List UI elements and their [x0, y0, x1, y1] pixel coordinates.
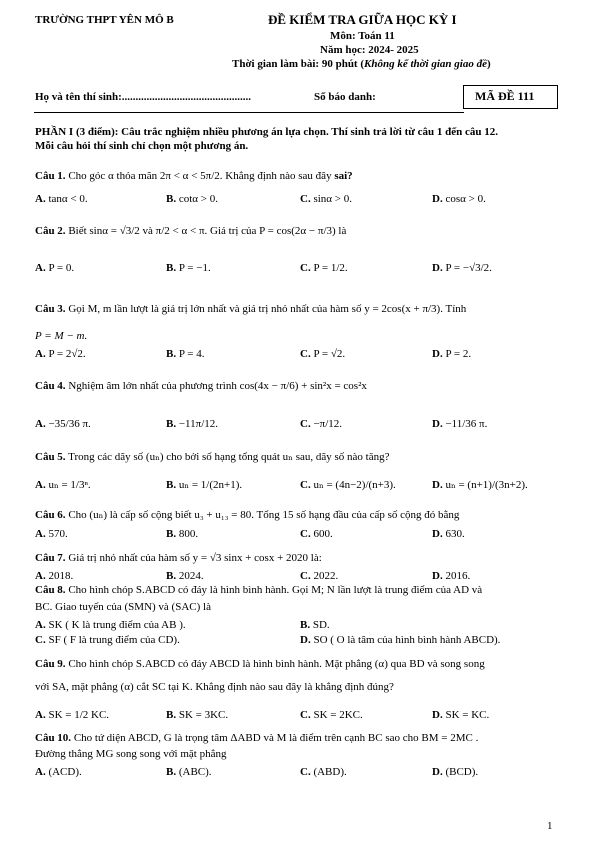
option-letter: A. [35, 766, 46, 778]
question-10: Câu 10. Cho tứ diện ABCD, G là trọng tâm ΔABD và M là điểm trên cạnh BC sao cho BM = 2MC . [35, 732, 479, 744]
question-8: Câu 8. Cho hình chóp S.ABCD có đáy là hình bình hành. Gọi M; N lần lượt là trung điểm của AD và [35, 584, 483, 596]
option-letter: B. [166, 262, 177, 274]
option-letter: C. [300, 479, 311, 491]
option-letter: B. [166, 418, 177, 430]
exam-code: MÃ ĐỀ 111 [475, 89, 535, 103]
q2-option-c[interactable]: C. P = 1/2. [300, 262, 348, 274]
q4-option-d[interactable]: D. −11/36 π. [432, 418, 488, 430]
q2-option-d[interactable]: D. P = −√3/2. [432, 262, 492, 274]
school-name: TRƯỜNG THPT YÊN MÔ B [35, 14, 174, 26]
q5-option-a[interactable]: A. uₙ = 1/3ⁿ. [35, 479, 91, 491]
option-letter: C. [300, 766, 311, 778]
q7-option-a[interactable]: A. 2018. [35, 570, 74, 582]
question-7: Câu 7. Giá trị nhỏ nhất của hàm số y = √3 sinx + cosx + 2020 là: [35, 552, 322, 564]
option-letter: C. [300, 262, 311, 274]
option-letter: A. [35, 348, 46, 360]
page-number: 1 [547, 820, 553, 832]
q1-option-b[interactable]: B. cotα > 0. [166, 193, 218, 205]
question-9: Câu 9. Cho hình chóp S.ABCD có đáy ABCD là hình bình hành. Mặt phẳng (α) qua BD và song song [35, 658, 485, 670]
q3-option-c[interactable]: C. P = √2. [300, 348, 346, 360]
question-4: Câu 4. Nghiệm âm lớn nhất của phương trình cos(4x − π/6) + sin²x = cos²x [35, 380, 367, 392]
q4-option-c[interactable]: C. −π/12. [300, 418, 343, 430]
q3-option-a[interactable]: A. P = 2√2. [35, 348, 86, 360]
q5-option-d[interactable]: D. uₙ = (n+1)/(3n+2). [432, 479, 528, 491]
q2-option-a[interactable]: A. P = 0. [35, 262, 75, 274]
option-letter: D. [432, 709, 443, 721]
q10-option-b[interactable]: B. (ABC). [166, 766, 212, 778]
q3-option-b[interactable]: B. P = 4. [166, 348, 205, 360]
part1-heading: PHẦN I (3 điểm): Câu trắc nghiệm nhiều phương án lựa chọn. Thí sinh trả lời từ câu 1 đến câu 12. [35, 126, 498, 138]
option-letter: D. [300, 634, 311, 646]
exam-time-line: Thời gian làm bài: 90 phút (Không kể thời gian giao đề) [232, 58, 491, 70]
q9-option-b[interactable]: B. SK = 3KC. [166, 709, 229, 721]
option-letter: D. [432, 262, 443, 274]
exam-title: ĐỀ KIỂM TRA GIỮA HỌC KỲ I [268, 12, 457, 27]
question-5: Câu 5. Trong các dãy số (uₙ) cho bởi số hạng tổng quát uₙ sau, dãy số nào tăng? [35, 451, 390, 463]
option-letter: A. [35, 418, 46, 430]
option-letter: A. [35, 262, 46, 274]
q10-option-c[interactable]: C. (ABD). [300, 766, 347, 778]
option-letter: A. [35, 479, 46, 491]
option-letter: D. [432, 528, 443, 540]
option-letter: B. [166, 528, 177, 540]
q8-option-a[interactable]: A. SK ( K là trung điểm của AB ). [35, 619, 186, 631]
option-letter: A. [35, 619, 46, 631]
q8-option-b[interactable]: B. SD. [300, 619, 330, 631]
question-8-line2: BC. Giao tuyến của (SMN) và (SAC) là [35, 601, 211, 613]
option-letter: A. [35, 709, 46, 721]
option-letter: A. [35, 528, 46, 540]
q4-option-a[interactable]: A. −35/36 π. [35, 418, 91, 430]
question-10-line2: Đường thẳng MG song song với mặt phẳng [35, 748, 227, 760]
option-letter: C. [300, 348, 311, 360]
question-3: Câu 3. Gọi M, m lần lượt là giá trị lớn nhất và giá trị nhỏ nhất của hàm số y = 2cos(x + π/3). Tính [35, 303, 467, 315]
header-divider [34, 112, 464, 113]
question-6: Câu 6. Cho (uₙ) là cấp số cộng biết u₃ + u₁₃ = 80. Tổng 15 số hạng đầu của cấp số cộng đó bằng [35, 509, 460, 521]
q6-option-d[interactable]: D. 630. [432, 528, 465, 540]
q9-option-a[interactable]: A. SK = 1/2 KC. [35, 709, 110, 721]
q6-option-b[interactable]: B. 800. [166, 528, 199, 540]
q1-option-a[interactable]: A. tanα < 0. [35, 193, 88, 205]
q10-option-a[interactable]: A. (ACD). [35, 766, 82, 778]
option-letter: B. [166, 570, 177, 582]
option-letter: A. [35, 570, 46, 582]
part1-instruction: Mỗi câu hỏi thí sinh chỉ chọn một phương án. [35, 140, 249, 152]
q10-option-d[interactable]: D. (BCD). [432, 766, 479, 778]
option-letter: D. [432, 479, 443, 491]
q6-option-c[interactable]: C. 600. [300, 528, 333, 540]
q6-option-a[interactable]: A. 570. [35, 528, 68, 540]
option-letter: D. [432, 570, 443, 582]
option-letter: D. [432, 193, 443, 205]
option-letter: A. [35, 193, 46, 205]
option-letter: D. [432, 766, 443, 778]
question-2: Câu 2. Biết sinα = √3/2 và π/2 < α < π. Giá trị của P = cos(2α − π/3) là [35, 225, 347, 237]
question-9-line2: với SA, mặt phẳng (α) cắt SC tại K. Khẳng định nào sau đây là khẳng định đúng? [35, 681, 394, 693]
option-letter: C. [300, 570, 311, 582]
subject-line: Môn: Toán 11 [330, 30, 395, 42]
q7-option-b[interactable]: B. 2024. [166, 570, 204, 582]
candidate-number-label: Số báo danh: [314, 91, 376, 103]
q8-option-d[interactable]: D. SO ( O là tâm của hình bình hành ABCD). [300, 634, 501, 646]
option-letter: C. [300, 528, 311, 540]
q8-option-c[interactable]: C. SF ( F là trung điểm của CD). [35, 634, 180, 646]
q5-option-c[interactable]: C. uₙ = (4n−2)/(n+3). [300, 479, 396, 491]
q1-option-d[interactable]: D. cosα > 0. [432, 193, 486, 205]
q1-option-c[interactable]: C. sinα > 0. [300, 193, 353, 205]
option-letter: B. [166, 766, 177, 778]
school-year-line: Năm học: 2024- 2025 [320, 44, 419, 56]
option-letter: C. [300, 418, 311, 430]
option-letter: B. [300, 619, 311, 631]
question-3-line2: P = M − m. [35, 330, 88, 342]
option-letter: B. [166, 709, 177, 721]
option-letter: B. [166, 479, 177, 491]
question-1: Câu 1. Cho góc α thỏa mãn 2π < α < 5π/2. Khẳng định nào sau đây sai? [35, 170, 353, 182]
q7-option-d[interactable]: D. 2016. [432, 570, 471, 582]
option-letter: C. [300, 193, 311, 205]
option-letter: C. [35, 634, 46, 646]
option-letter: C. [300, 709, 311, 721]
candidate-name-line: Họ và tên thí sinh:............................................... [35, 91, 252, 103]
q9-option-d[interactable]: D. SK = KC. [432, 709, 490, 721]
option-letter: B. [166, 193, 177, 205]
q4-option-b[interactable]: B. −11π/12. [166, 418, 218, 430]
option-letter: D. [432, 348, 443, 360]
q5-option-b[interactable]: B. uₙ = 1/(2n+1). [166, 479, 243, 491]
option-letter: B. [166, 348, 177, 360]
q2-option-b[interactable]: B. P = −1. [166, 262, 211, 274]
q9-option-c[interactable]: C. SK = 2KC. [300, 709, 363, 721]
option-letter: D. [432, 418, 443, 430]
q3-option-d[interactable]: D. P = 2. [432, 348, 472, 360]
q7-option-c[interactable]: C. 2022. [300, 570, 339, 582]
